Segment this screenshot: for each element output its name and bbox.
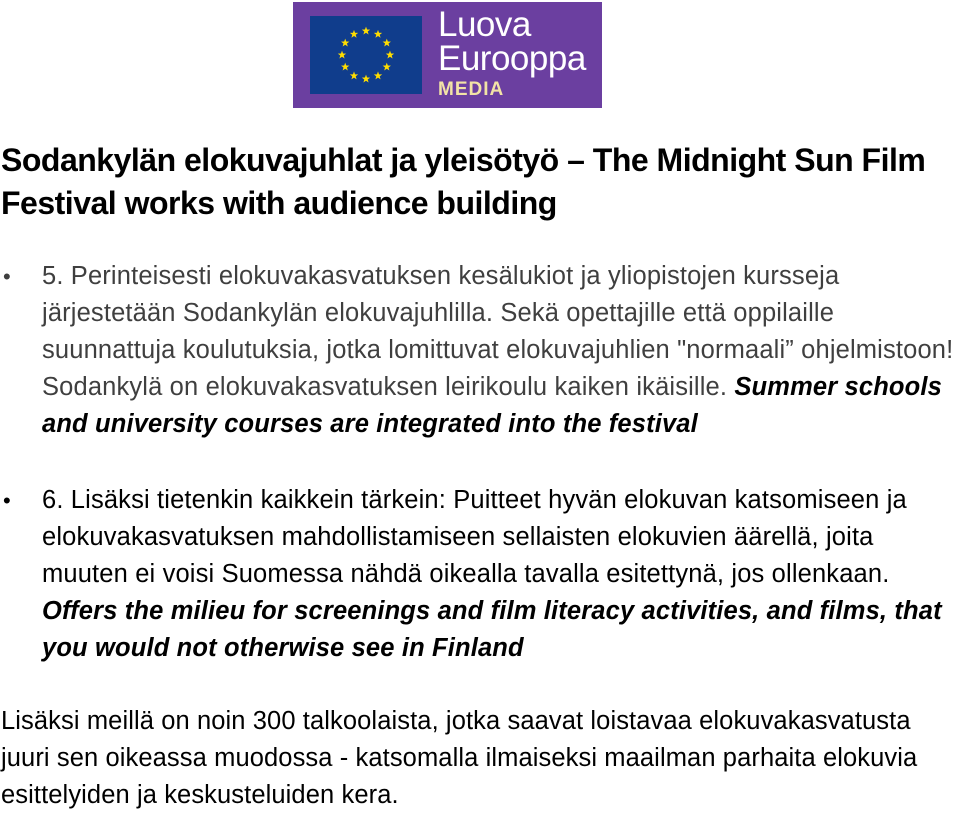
- bullet-marker: •: [3, 488, 11, 513]
- bullet-1-finnish-text: 5. Perinteisesti elokuvakasvatuksen kesälukiot ja yliopistojen kursseja järjestetään Sodankylän elokuvajuhlilla. Sekä opettajille että oppilaille suunnattuja koulutuksia, jotka lomittuvat elokuvajuhlien "normaali” ohjelmistoon! Sodankylä on elokuvakasvatuksen leirikoulu kaiken ikäisille.: [42, 262, 954, 401]
- closing-paragraph: Lisäksi meillä on noin 300 talkoolaista, jotka saavat loistavaa elokuvakasvatusta juuri sen oikeassa muodossa - katsomalla ilmaiseksi maailman parhaita elokuvia esittelyiden ja keskusteluiden kera.: [1, 707, 918, 809]
- bullet-item-1: [3, 258, 958, 443]
- bullet-2-english-text: Offers the milieu for screenings and film literacy activities, and films, that you would not otherwise see in Finland: [42, 597, 942, 662]
- eu-flag-icon: [310, 16, 422, 94]
- bullet-item-2: [3, 482, 958, 667]
- logo-wordmark: [438, 5, 586, 102]
- bullet-2-finnish-text: 6. Lisäksi tietenkin kaikkein tärkein: Puitteet hyvän elokuvan katsomiseen ja elokuvakasvatuksen mahdollistamiseen sellaisten elokuvien äärellä, joita muuten ei voisi Suomessa nähdä oikealla tavalla esitettynä, jos ollenkaan.: [42, 486, 907, 588]
- logo-line-1: Luova: [438, 5, 531, 44]
- luova-eurooppa-media-logo: [293, 2, 602, 108]
- bullet-marker: •: [3, 264, 11, 289]
- page-title: Sodankylän elokuvajuhlat ja yleisötyö – The Midnight Sun Film Festival works with audience building: [1, 142, 926, 221]
- logo-line-2: Eurooppa: [438, 39, 586, 78]
- logo-line-3: MEDIA: [438, 79, 505, 100]
- bullet-1-english-text: Summer schools and university courses are integrated into the festival: [42, 373, 942, 438]
